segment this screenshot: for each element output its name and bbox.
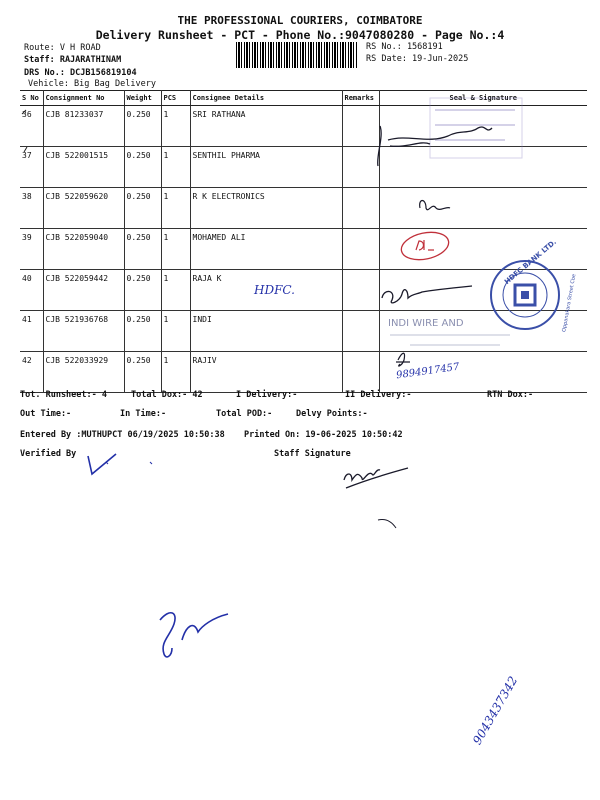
cell-consignment: CJB 522001515 bbox=[43, 147, 124, 188]
cell-weight: 0.250 bbox=[124, 147, 161, 188]
col-sno: S No bbox=[20, 91, 43, 106]
cell-pcs: 1 bbox=[161, 311, 190, 352]
rs-date: RS Date: 19-Jun-2025 bbox=[366, 54, 469, 64]
red-oval-stamp bbox=[399, 228, 451, 263]
total-dox: Total Dox:- 42 bbox=[131, 390, 203, 400]
cell-consignment: CJB 522033929 bbox=[43, 352, 124, 393]
total-runsheet: Tot. Runsheet:- 4 bbox=[20, 390, 107, 400]
printed-on: Printed On: 19-06-2025 10:50:42 bbox=[244, 430, 403, 440]
verified-by-label: Verified By bbox=[20, 449, 77, 459]
cell-sno: 40 bbox=[20, 270, 43, 311]
cell-weight: 0.250 bbox=[124, 270, 161, 311]
vehicle-label: Vehicle: Big Bag Delivery bbox=[28, 79, 156, 89]
cell-weight: 0.250 bbox=[124, 188, 161, 229]
signature-row-38 bbox=[420, 201, 450, 210]
cell-sno: 38 bbox=[20, 188, 43, 229]
signature-row-42 bbox=[396, 353, 410, 366]
indi-stamp bbox=[390, 335, 510, 345]
runsheet-subtitle: Delivery Runsheet - PCT - Phone No.:9047080280 - Page No.:4 bbox=[95, 28, 505, 42]
side-phone-note: 9043437342 bbox=[470, 673, 521, 747]
in-time: In Time:- bbox=[120, 409, 167, 419]
cell-weight: 0.250 bbox=[124, 106, 161, 147]
cell-consignee: SENTHIL PHARMA bbox=[190, 147, 342, 188]
phone-handwritten-note: 9894917457 bbox=[395, 361, 461, 382]
i-delivery: I Delivery:- bbox=[236, 390, 298, 400]
cell-sno: 42 bbox=[20, 352, 43, 393]
route-label: Route: V H ROAD bbox=[24, 43, 101, 53]
cell-pcs: 1 bbox=[161, 352, 190, 393]
hdfc-stamp-text: HDFC BANK LTD. bbox=[503, 238, 559, 286]
hdfc-handwritten-note: HDFC. bbox=[254, 283, 295, 297]
cell-pcs: 1 bbox=[161, 270, 190, 311]
bottom-signature bbox=[160, 613, 228, 657]
cell-sno: 39 bbox=[20, 229, 43, 270]
cell-sno: 37 bbox=[20, 147, 43, 188]
out-time: Out Time:- bbox=[20, 409, 72, 419]
cell-weight: 0.250 bbox=[124, 229, 161, 270]
drs-label: DRS No.: DCJB156819104 bbox=[24, 68, 137, 78]
col-remarks: Remarks bbox=[342, 91, 379, 106]
cell-weight: 0.250 bbox=[124, 311, 161, 352]
cell-consignee: RAJIV bbox=[190, 352, 342, 393]
delvy-points: Delvy Points:- bbox=[296, 409, 368, 419]
col-consignment: Consignment No bbox=[43, 91, 124, 106]
total-pod: Total POD:- bbox=[216, 409, 273, 419]
cell-pcs: 1 bbox=[161, 106, 190, 147]
staff-signature bbox=[344, 468, 408, 488]
entered-by: Entered By :MUTHUPCT 06/19/2025 10:50:38 bbox=[20, 430, 225, 440]
cell-consignee: INDI bbox=[190, 311, 342, 352]
col-pcs: PCS bbox=[161, 91, 190, 106]
cell-pcs: 1 bbox=[161, 229, 190, 270]
staff-signature-label: Staff Signature bbox=[274, 449, 351, 459]
verified-by-signature bbox=[88, 454, 116, 474]
col-seal: Seal & Signature bbox=[379, 91, 587, 106]
cell-consignment: CJB 521936768 bbox=[43, 311, 124, 352]
rs-number: RS No.: 1568191 bbox=[366, 42, 443, 52]
cell-consignee: SRI RATHANA bbox=[190, 106, 342, 147]
cell-consignment: CJB 522059620 bbox=[43, 188, 124, 229]
cell-pcs: 1 bbox=[161, 147, 190, 188]
cell-consignee: MOHAMED ALI bbox=[190, 229, 342, 270]
cell-consignment: CJB 522059442 bbox=[43, 270, 124, 311]
cell-consignee: R K ELECTRONICS bbox=[190, 188, 342, 229]
cell-consignment: CJB 522059040 bbox=[43, 229, 124, 270]
cell-weight: 0.250 bbox=[124, 352, 161, 393]
ii-delivery: II Delivery:- bbox=[345, 390, 412, 400]
signature-row-36 bbox=[378, 126, 492, 166]
company-title: THE PROFESSIONAL COURIERS, COIMBATORE bbox=[177, 14, 423, 27]
faded-stamp bbox=[430, 98, 522, 158]
col-weight: Weight bbox=[124, 91, 161, 106]
hdfc-stamp-subtext: Oppanakara Street Cbe bbox=[561, 273, 578, 333]
staff-label: Staff: RAJARATHINAM bbox=[24, 55, 122, 65]
col-consignee: Consignee Details bbox=[190, 91, 342, 106]
cell-consignment: CJB 81233037 bbox=[43, 106, 124, 147]
cell-pcs: 1 bbox=[161, 188, 190, 229]
signature-row-40 bbox=[382, 286, 472, 303]
rtn-dox: RTN Dox:- bbox=[487, 390, 534, 400]
cell-sno: 36 bbox=[20, 106, 43, 147]
cell-consignee: RAJA K bbox=[190, 270, 342, 311]
cell-sno: 41 bbox=[20, 311, 43, 352]
indi-stamp-text: INDI WIRE AND bbox=[388, 318, 464, 329]
